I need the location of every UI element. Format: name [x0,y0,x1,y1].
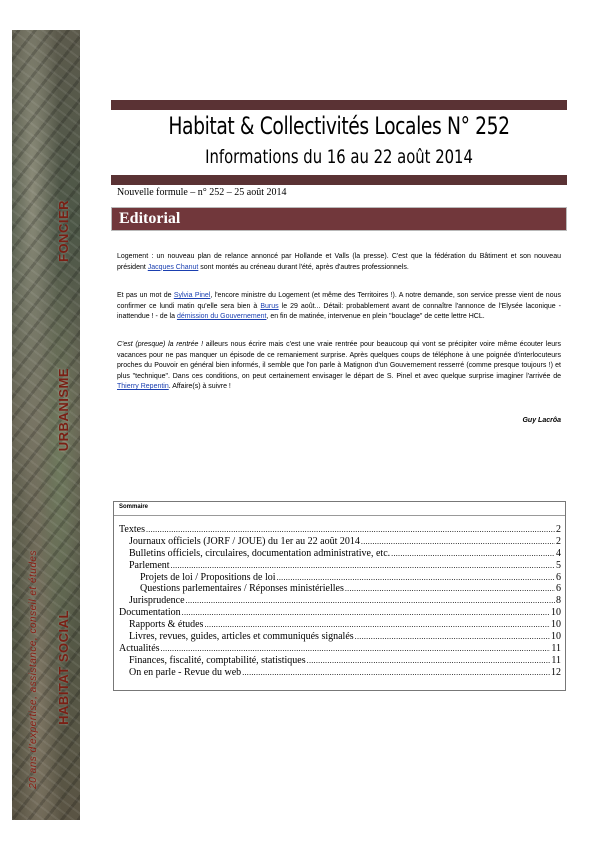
paragraph-text: ailleurs nous écrire mais c'est une vraie rentrée pour beaucoup qui vont se précipiter voire même écouter leurs vacances pour ne pas manquer un épisode de ce remaniement surprise. Après quelques coups de téléphone à une poignée d'interlocuteurs proches du Pouvoir en général bien informés, il semble que l'on parle à Matignon d'un Gouvernement resserré (comme presque toujours !) et plus "technique". Dans ces conditions, on peut certainement envisager le départ de S. Pinel et avec quelque surprise imaginer l'arrivée de [117,341,561,380]
toc-entry-page: 5 [556,559,561,571]
table-of-contents [113,501,566,691]
toc-entry-label: Parlement [129,559,170,571]
toc-entry[interactable] [119,536,561,548]
toc-dot-leader [182,607,550,619]
toc-entry-label: On en parle - Revue du web [129,666,242,678]
toc-entry-label: Jurisprudence [129,595,185,607]
toc-header [114,502,565,516]
toc-dot-leader [204,619,550,631]
toc-entry-label: Bulletins officiels, circulaires, documentation administrative, etc. [129,547,391,559]
toc-entry[interactable] [119,607,561,619]
link-demission-gouvernement[interactable]: démission du Gouvernement [176,313,267,320]
toc-dot-leader [146,524,555,536]
toc-entry[interactable] [119,548,561,560]
toc-entry[interactable] [119,524,561,536]
toc-entry-page: 6 [556,583,561,595]
toc-entry[interactable] [119,619,561,631]
newsletter-title: Habitat & Collectivités Locales N° 252 [168,112,510,140]
editorial-paragraph-2 [117,291,561,323]
toc-dot-leader [361,536,555,548]
toc-dot-leader [242,667,550,679]
toc-entry-page: 2 [556,524,561,535]
editorial-paragraph-1 [117,252,561,273]
paragraph-text: Et pas un mot de [117,292,174,299]
toc-entry[interactable] [119,667,561,679]
toc-dot-leader [391,548,555,560]
toc-entry[interactable] [119,631,561,643]
sidebar-label-habitat-social: HABITAT SOCIAL [56,610,71,725]
paragraph-text: Logement : un nouveau plan de relance annoncé par Hollande et Valls (la presse). C'est que la fédération du Bâtiment et son nouveau président [117,253,561,271]
sidebar-label-urbanisme: URBANISME [56,368,71,452]
paragraph-text: le 29 août... Détail: probablement avant de connaître l'annonce de l'Elysée laconique - inattendue ! - de la [117,302,561,320]
aerial-photo-strip [12,30,80,820]
toc-dot-leader [345,583,555,595]
toc-entry[interactable] [119,643,561,655]
newsletter-subtitle: Informations du 16 au 22 août 2014 [205,146,473,168]
paragraph-lead: C'est (presque) la rentrée ! [117,341,204,348]
toc-entry-label: Documentation [119,607,181,619]
toc-dot-leader [307,655,551,667]
sidebar-tagline: 20 ans d'expertise, assistance, conseil et études [28,550,39,789]
toc-heading: Sommaire [119,504,149,510]
toc-entry-label: Rapports & études [129,619,204,631]
toc-entry[interactable] [119,583,561,595]
editorial-heading: Editorial [119,210,181,227]
editorial-signature: Guy Lacrôa [522,417,561,424]
toc-entry-label: Textes [119,524,145,535]
toc-entry-label: Questions parlementaires / Réponses ministérielles [140,583,344,595]
link-sylvia-pinel[interactable]: Sylvia Pinel [173,292,211,299]
toc-entry-label: Livres, revues, guides, articles et communiqués signalés [129,631,354,643]
toc-entry[interactable] [119,595,561,607]
editorial-banner [111,207,567,231]
link-burus[interactable]: Burus [260,302,279,310]
link-thierry-repentin[interactable]: Thierry Repentin [117,383,169,390]
toc-list [119,524,561,679]
header-top-bar [111,100,567,110]
link-jacques-chanut[interactable]: Jacques Chanut [147,263,199,271]
toc-entry-label: Finances, fiscalité, comptabilité, statistiques [129,654,306,666]
toc-entry-page: 4 [556,547,561,559]
paragraph-text: sont montés au créneau durant l'été, après d'autres professionnels. [198,263,409,271]
toc-dot-leader [277,572,555,584]
toc-dot-leader [171,560,555,572]
sidebar-label-foncier: FONCIER [56,200,71,262]
toc-entry-page: 11 [551,642,561,654]
toc-entry-page: 2 [556,535,561,547]
toc-entry-label: Journaux officiels (JORF / JOUE) du 1er au 22 août 2014 [129,535,360,547]
toc-entry[interactable] [119,560,561,572]
paragraph-text: , en fin de matinée, intervenue en plein "bouclage" de cette lettre HCL. [266,313,485,320]
toc-entry-page: 11 [551,654,561,666]
toc-entry[interactable] [119,655,561,667]
editorial-paragraph-3 [117,340,561,393]
toc-entry-label: Projets de loi / Propositions de loi [140,571,276,583]
edition-line: Nouvelle formule – n° 252 – 25 août 2014 [117,187,287,198]
toc-entry[interactable] [119,572,561,584]
toc-dot-leader [186,595,555,607]
toc-dot-leader [161,643,551,655]
toc-entry-page: 6 [556,571,561,583]
toc-dot-leader [355,631,550,643]
toc-entry-page: 12 [551,666,561,678]
toc-entry-page: 8 [556,595,561,607]
toc-entry-label: Actualités [119,642,160,654]
toc-entry-page: 10 [551,631,561,643]
paragraph-text: . Affaire(s) à suivre ! [168,383,231,390]
header-bottom-bar [111,175,567,185]
toc-entry-page: 10 [551,607,561,619]
paragraph-text: , l'encore ministre du Logement (et même des Territoires !). A notre demande, son service presse vient de nous confirmer ce lundi matin qu'elle sera bien à [117,292,561,310]
toc-entry-page: 10 [551,619,561,631]
